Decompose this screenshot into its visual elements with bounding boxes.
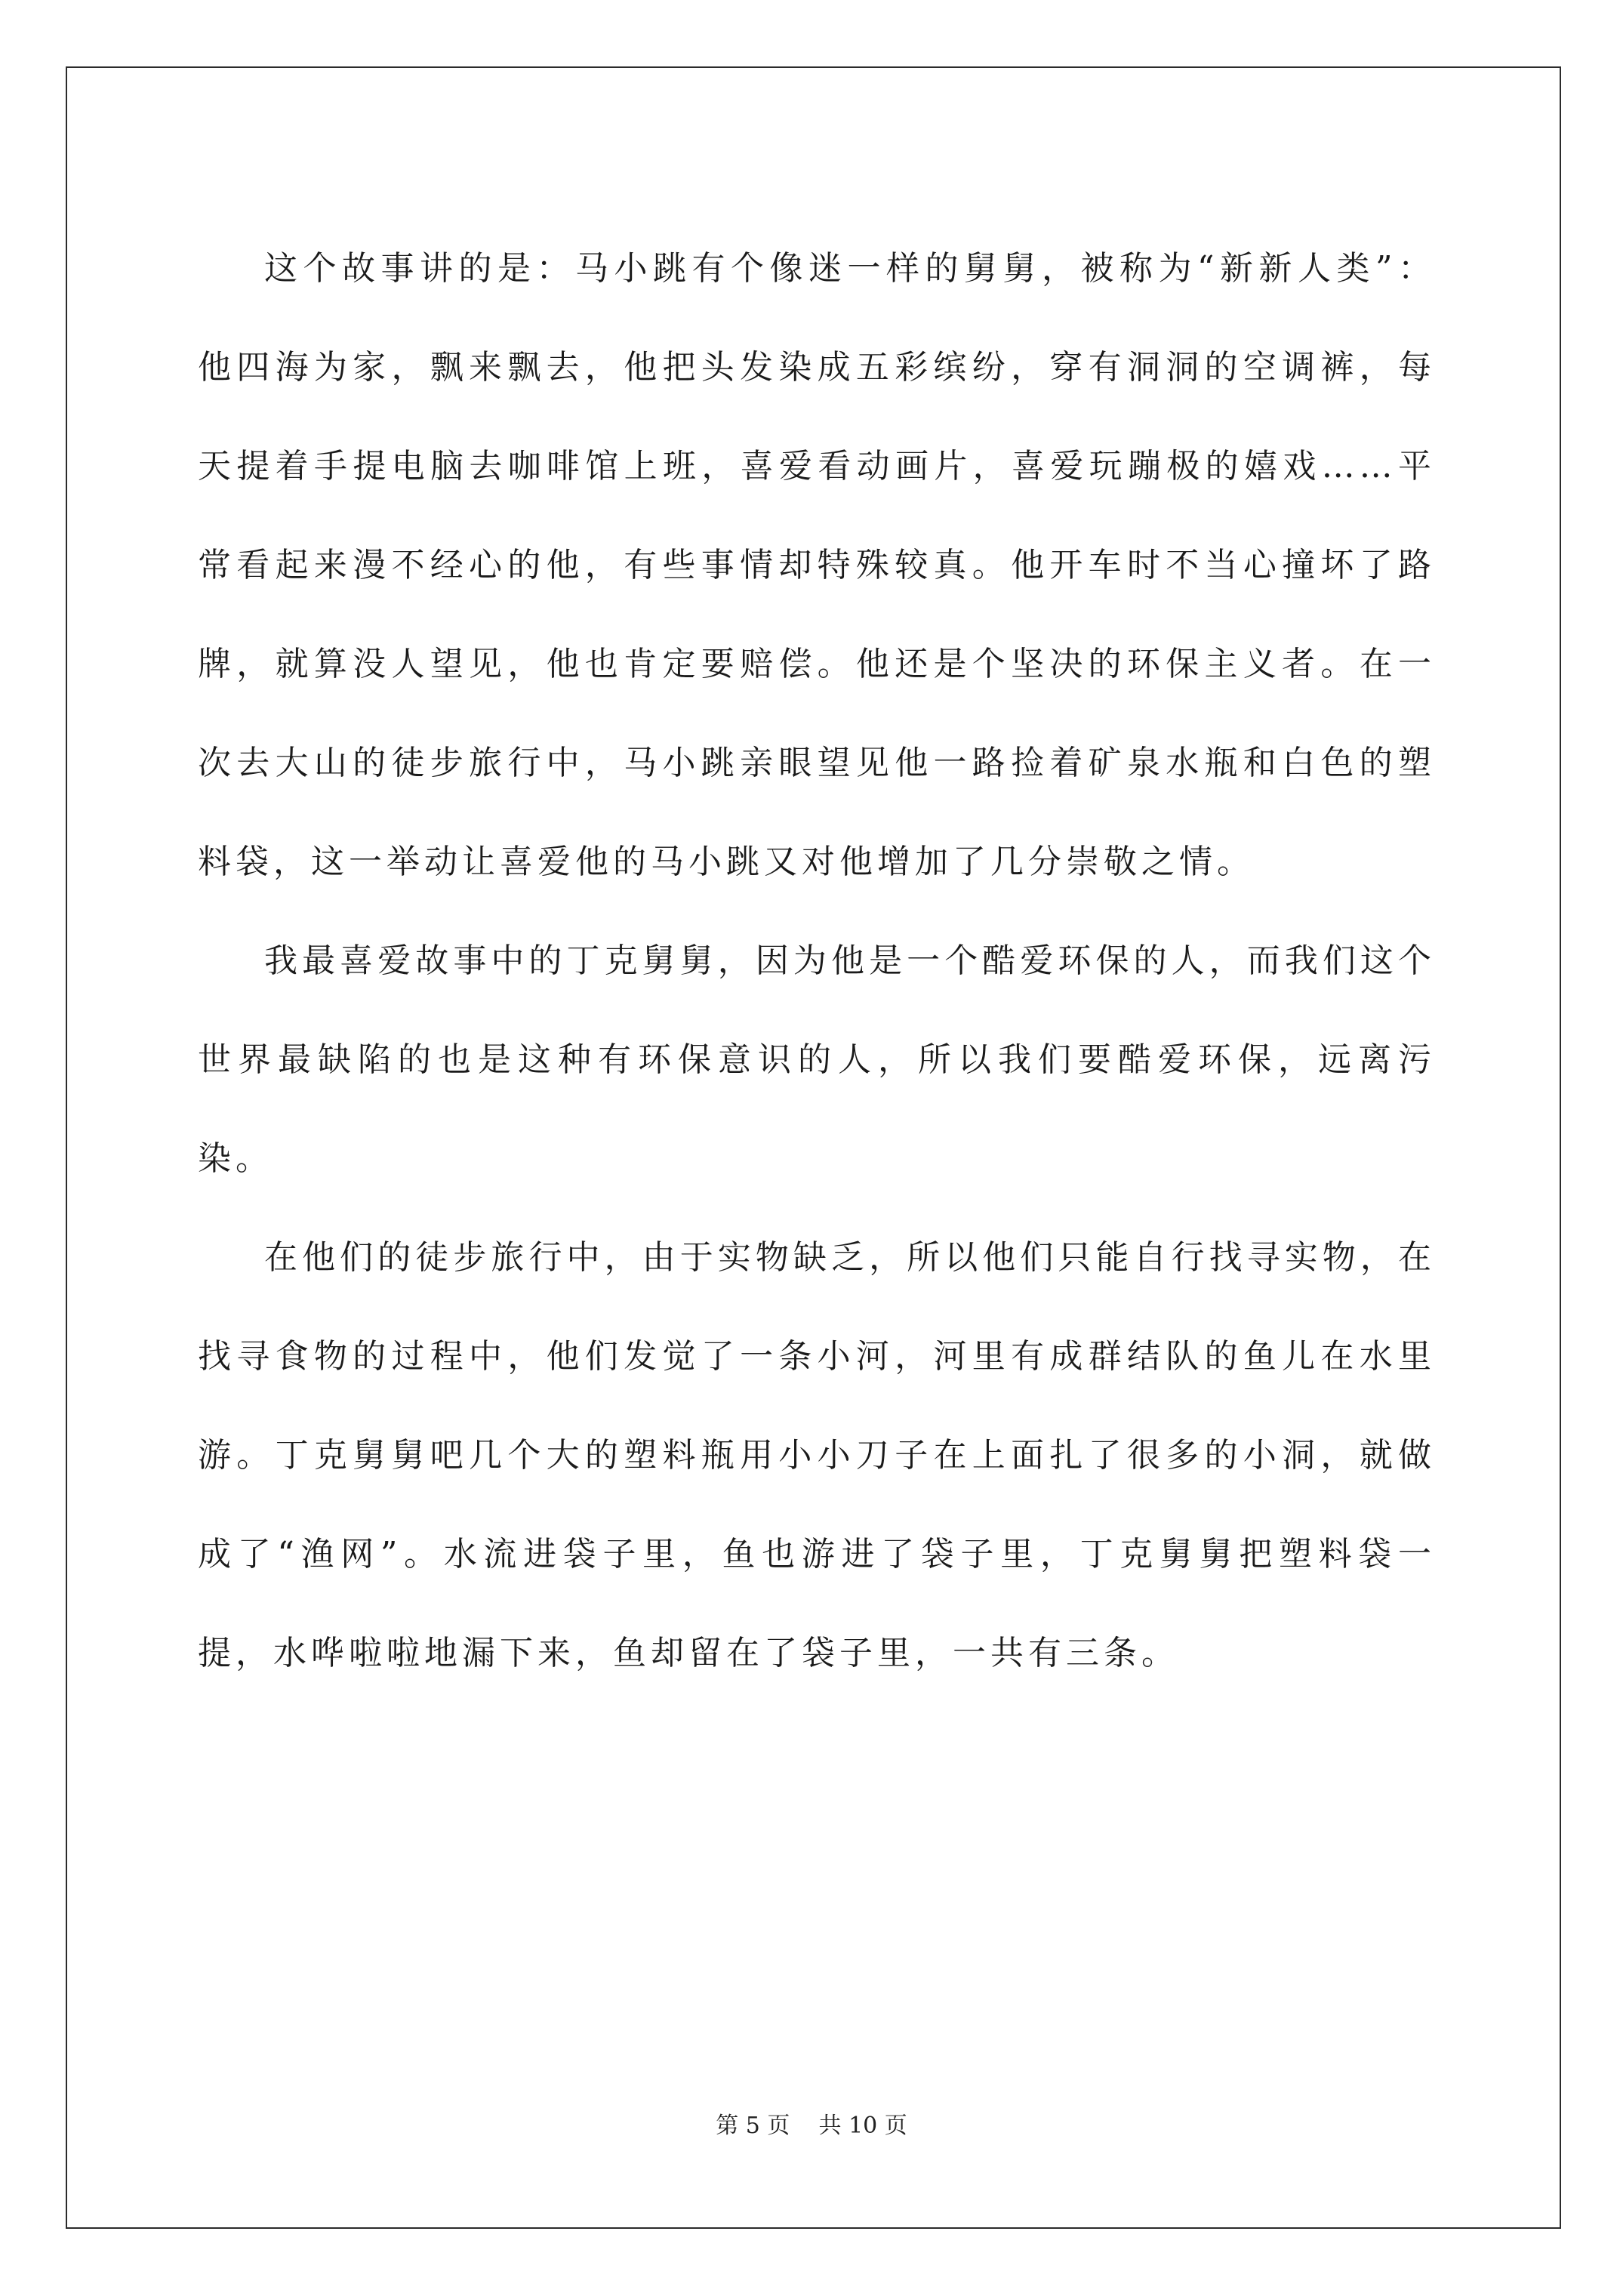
document-body xyxy=(198,219,1436,1703)
page-footer xyxy=(0,2106,1623,2140)
page-number: 第 5 页 xyxy=(716,2113,790,2139)
paragraph-favorite-character: 我最喜爱故事中的丁克舅舅，因为他是一个酷爱环保的人，而我们这个世界最缺陷的也是这种有环保意识的人，所以我们要酷爱环保，远离污染。 xyxy=(198,942,1436,1178)
paragraph-fishing-story: 在他们的徒步旅行中，由于实物缺乏，所以他们只能自行找寻实物，在找寻食物的过程中，他们发觉了一条小河，河里有成群结队的鱼儿在水里游。丁克舅舅吧几个大的塑料瓶用小小刀子在上面扎了很多的小洞，就做成了“渔网”。水流进袋子里，鱼也游进了袋子里，丁克舅舅把塑料袋一提，水哗啦啦地漏下来，鱼却留在了袋子里，一共有三条。 xyxy=(198,1238,1436,1672)
paragraph-story-summary: 这个故事讲的是：马小跳有个像迷一样的舅舅，被称为“新新人类”：他四海为家，飘来飘去，他把头发染成五彩缤纷，穿有洞洞的空调裤，每天提着手提电脑去咖啡馆上班，喜爱看动画片，喜爱玩蹦极的嬉戏……平常看起来漫不经心的他，有些事情却特殊较真。他开车时不当心撞坏了路牌，就算没人望见，他也肯定要赔偿。他还是个坚决的环保主义者。在一次去大山的徒步旅行中，马小跳亲眼望见他一路捡着矿泉水瓶和白色的塑料袋，这一举动让喜爱他的马小跳又对他增加了几分崇敬之情。 xyxy=(198,249,1436,881)
page-total: 共 10 页 xyxy=(818,2113,907,2139)
